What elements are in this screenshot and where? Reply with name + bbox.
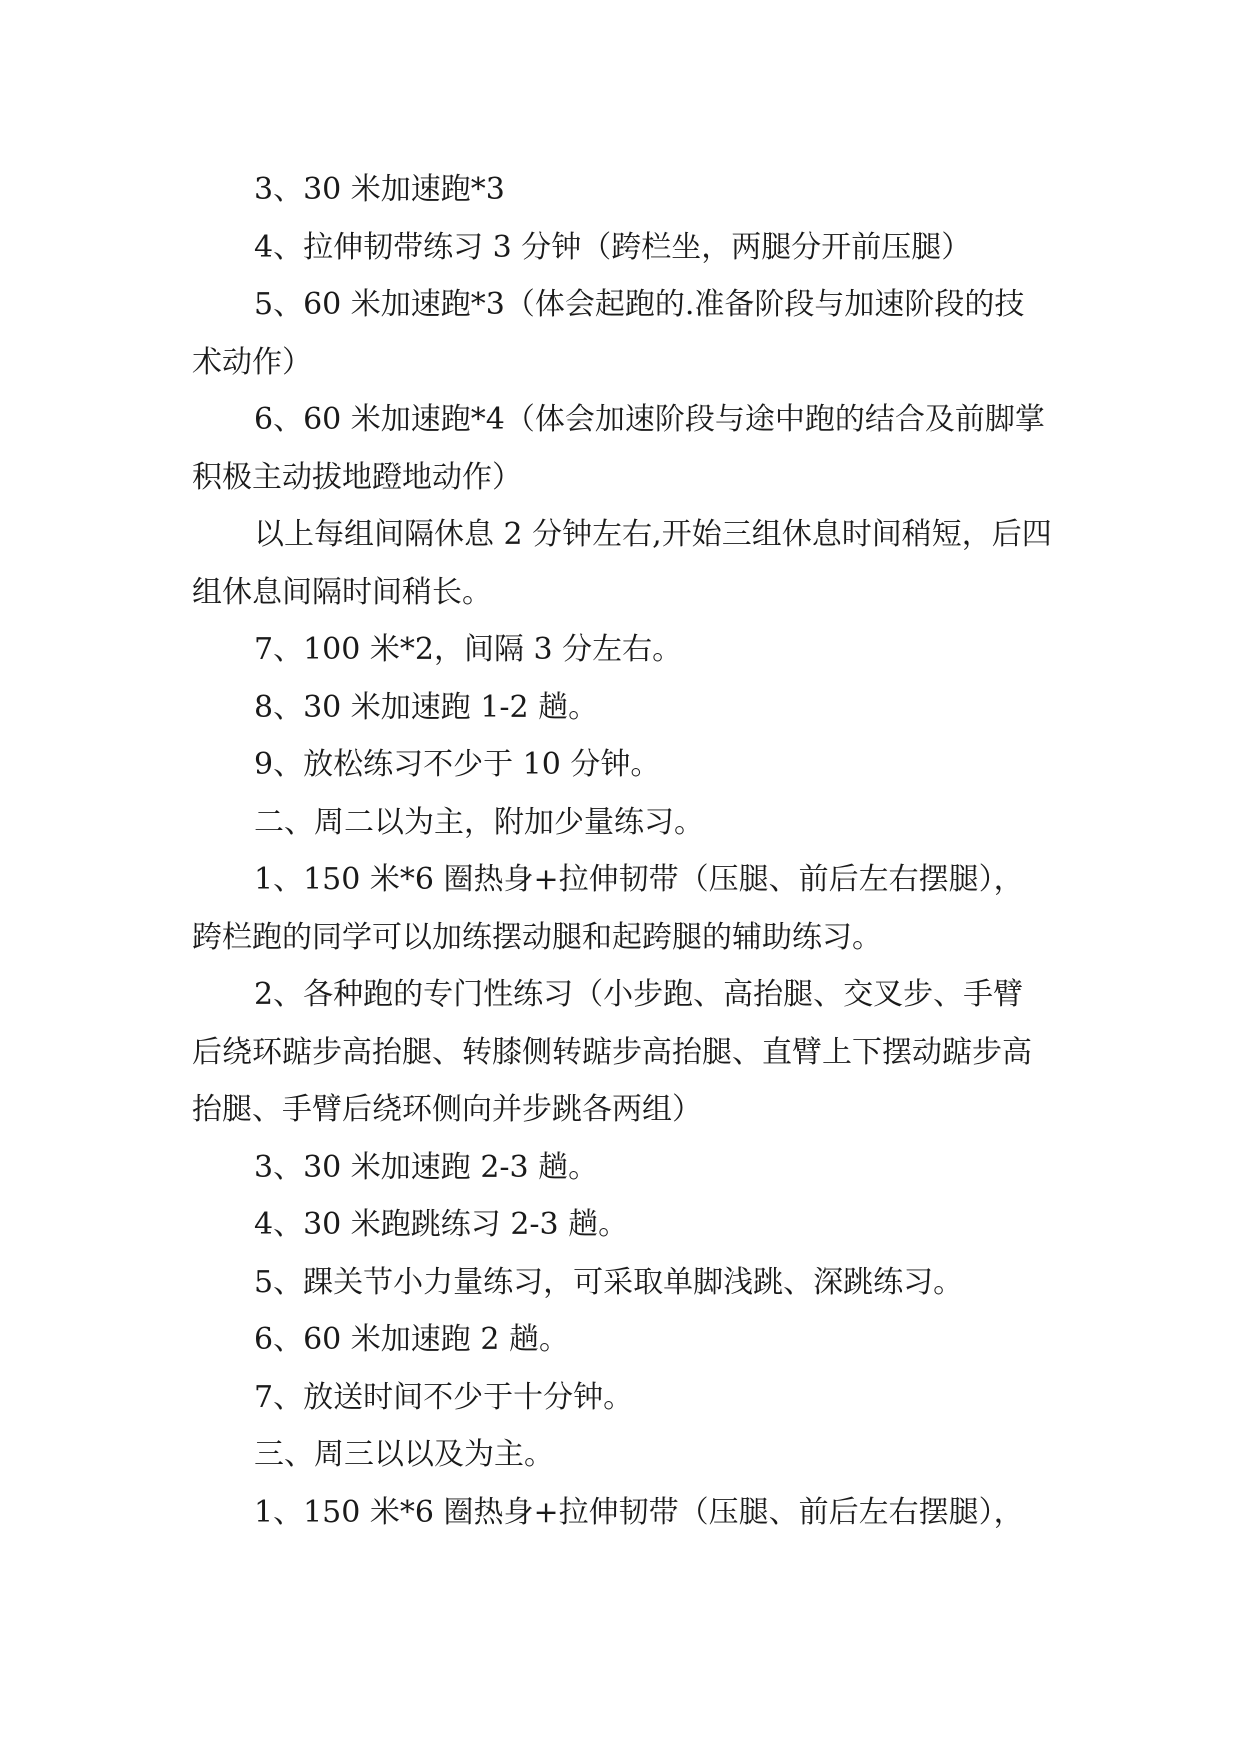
paragraph: 6、60 米加速跑*4（体会加速阶段与途中跑的结合及前脚掌积极主动拔地蹬地动作） [192, 402, 1045, 495]
paragraph: 8、30 米加速跑 1-2 趟。 [254, 689, 599, 725]
document-body [192, 161, 1052, 1541]
paragraph: 5、踝关节小力量练习，可采取单脚浅跳、深跳练习。 [254, 1264, 964, 1300]
paragraph: 9、放松练习不少于 10 分钟。 [254, 747, 661, 782]
paragraph: 1、150 米*6 圈热身+拉伸韧带（压腿、前后左右摆腿）， [254, 1494, 1024, 1530]
paragraph: 7、100 米*2，间隔 3 分左右。 [254, 632, 683, 667]
paragraph: 4、拉伸韧带练习 3 分钟（跨栏坐，两腿分开前压腿） [254, 229, 972, 265]
paragraph: 3、30 米加速跑*3 [254, 172, 505, 207]
paragraph: 5、60 米加速跑*3（体会起跑的.准备阶段与加速阶段的技术动作） [192, 287, 1025, 380]
paragraph: 7、放送时间不少于十分钟。 [254, 1379, 634, 1415]
paragraph: 3、30 米加速跑 2-3 趟。 [254, 1149, 599, 1185]
paragraph: 2、各种跑的专门性练习（小步跑、高抬腿、交叉步、手臂后绕环踮步高抬腿、转膝侧转踮步高抬腿、直臂上下摆动踮步高抬腿、手臂后绕环侧向并步跳各两组） [192, 977, 1032, 1127]
paragraph: 1、150 米*6 圈热身+拉伸韧带（压腿、前后左右摆腿），跨栏跑的同学可以加练摆动腿和起跨腿的辅助练习。 [192, 862, 1024, 955]
paragraph: 4、30 米跑跳练习 2-3 趟。 [254, 1207, 629, 1242]
paragraph: 以上每组间隔休息 2 分钟左右,开始三组休息时间稍短，后四组休息间隔时间稍长。 [192, 517, 1052, 610]
section-heading: 二、周二以为主，附加少量练习。 [254, 804, 704, 840]
paragraph: 6、60 米加速跑 2 趟。 [254, 1322, 569, 1357]
section-heading: 三、周三以以及为主。 [254, 1437, 554, 1472]
